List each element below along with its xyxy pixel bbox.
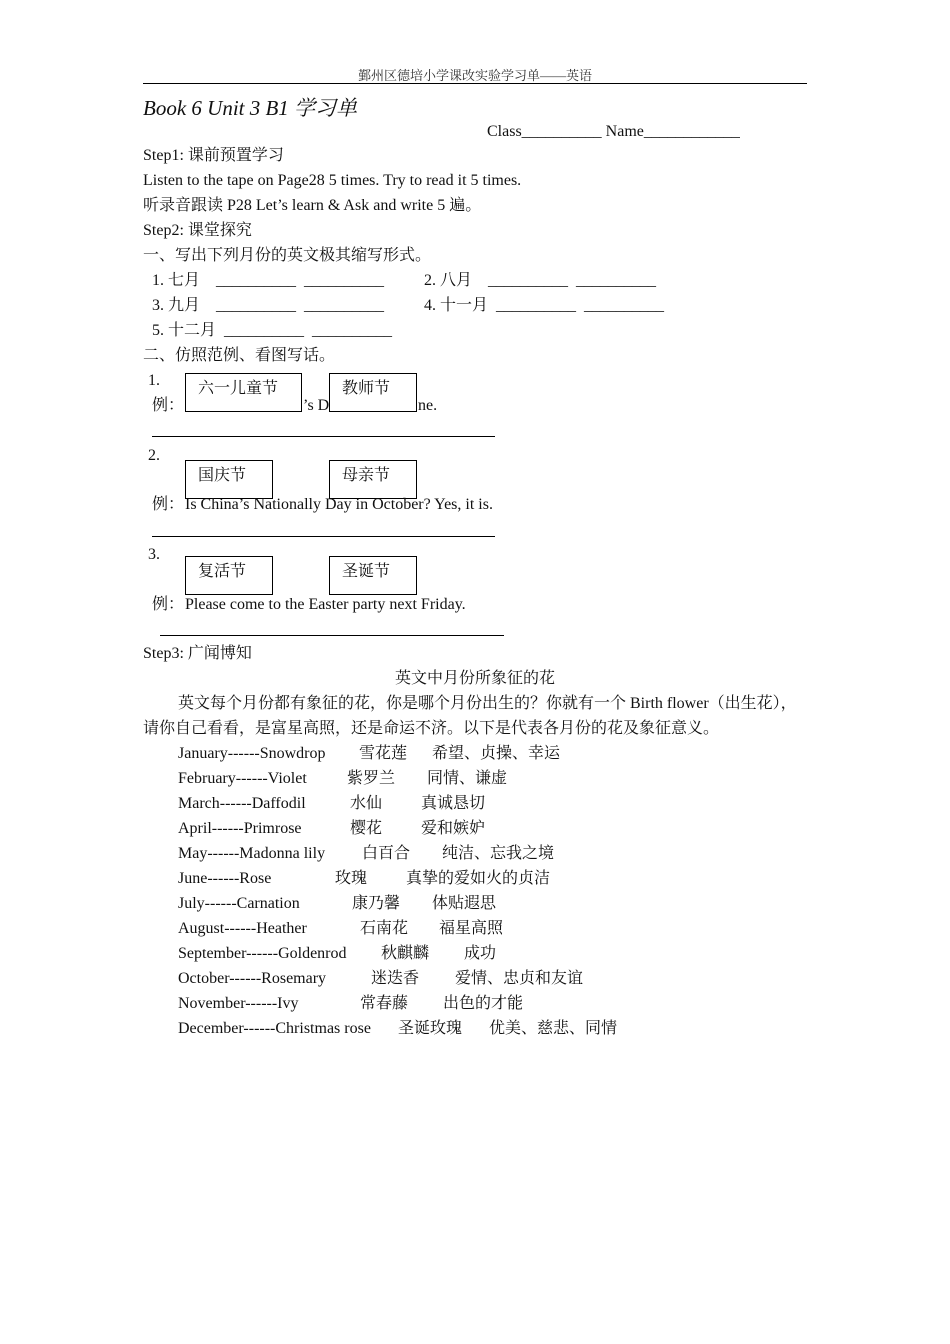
flower-month: March------Daffodil (178, 795, 306, 812)
q1-answer-line (152, 436, 495, 437)
page-header: 鄞州区德培小学课改实验学习单——英语 (357, 68, 592, 83)
flower-month: May------Madonna lily (178, 845, 326, 862)
q1-example-prefix: 例： (152, 397, 185, 414)
q1-number: 1. (148, 372, 160, 389)
flower-meaning: 福星高照 (439, 920, 504, 937)
month-item-3: 3. 九月 __________ __________ (152, 297, 385, 314)
step3-subtitle: 英文中月份所象征的花 (394, 670, 555, 687)
q2-picture-box-2: 母亲节 (329, 460, 417, 499)
step3-heading: Step3: 广闻博知 (143, 645, 252, 662)
step1-line1: Listen to the tape on Page28 5 times. Try to read it 5 times. (143, 172, 522, 189)
q3-picture-box-2: 圣诞节 (329, 556, 417, 595)
q2-number: 2. (148, 447, 160, 464)
q1-example-tail: ne. (418, 397, 438, 414)
flower-meaning: 成功 (464, 945, 497, 962)
month-item-5: 5. 十二月 __________ __________ (152, 322, 393, 339)
class-name-line: Class__________ Name____________ (487, 123, 740, 140)
flower-meaning: 出色的才能 (443, 995, 524, 1012)
q3-number: 3. (148, 546, 160, 563)
flower-meaning: 优美、慈悲、同情 (489, 1020, 618, 1037)
flower-meaning: 体贴遐思 (432, 895, 497, 912)
flower-chinese-name: 石南花 (360, 920, 409, 937)
flower-meaning: 真挚的爱如火的贞洁 (406, 870, 551, 887)
flower-month: June------Rose (178, 870, 272, 887)
q3-example: Please come to the Easter party next Friday. (185, 596, 466, 613)
flower-month: December------Christmas rose (178, 1020, 371, 1037)
flower-month: July------Carnation (178, 895, 300, 912)
flower-chinese-name: 雪花莲 (359, 745, 408, 762)
flower-meaning: 希望、贞操、幸运 (432, 745, 561, 762)
step3-intro-line2: 请你自己看看，是富星高照，还是命运不济。以下是代表各月份的花及象征意义。 (143, 720, 720, 737)
flower-month: October------Rosemary (178, 970, 327, 987)
flower-month: January------Snowdrop (178, 745, 326, 762)
q3-picture-box-1: 复活节 (185, 556, 273, 595)
flower-chinese-name: 水仙 (350, 795, 383, 812)
part2-heading: 二、仿照范例、看图写话。 (143, 347, 336, 364)
flower-meaning: 纯洁、忘我之境 (442, 845, 555, 862)
q3-example-prefix: 例： (152, 596, 185, 613)
q2-answer-line (152, 536, 495, 537)
flower-month: November------Ivy (178, 995, 299, 1012)
flower-month: April------Primrose (178, 820, 302, 837)
month-item-1: 1. 七月 __________ __________ (152, 272, 385, 289)
q1-picture-box-2: 教师节 (329, 373, 417, 412)
flower-month: February------Violet (178, 770, 307, 787)
step3-intro-line1: 英文每个月份都有象征的花，你是哪个月份出生的？你就有一个 Birth flower（出生花）， (178, 695, 797, 712)
q2-picture-box-1: 国庆节 (185, 460, 273, 499)
q3-answer-line (160, 635, 504, 636)
flower-chinese-name: 白百合 (362, 845, 411, 862)
flower-meaning: 爱情、忠贞和友谊 (455, 970, 584, 987)
flower-meaning: 同情、谦虚 (427, 770, 508, 787)
header-rule (143, 83, 807, 84)
flower-meaning: 爱和嫉妒 (421, 820, 486, 837)
flower-chinese-name: 迷迭香 (371, 970, 420, 987)
part1-heading: 一、写出下列月份的英文极其缩写形式。 (143, 247, 432, 264)
flower-chinese-name: 秋麒麟 (381, 945, 430, 962)
step1-heading: Step1: 课前预置学习 (143, 147, 284, 164)
q2-example-prefix: 例： (152, 496, 185, 513)
page-title: Book 6 Unit 3 B1 学习单 (143, 96, 358, 120)
step2-heading: Step2: 课堂探究 (143, 222, 252, 239)
month-item-4: 4. 十一月 __________ __________ (424, 297, 665, 314)
flower-chinese-name: 玫瑰 (335, 870, 368, 887)
flower-month: September------Goldenrod (178, 945, 347, 962)
flower-chinese-name: 康乃馨 (352, 895, 401, 912)
step1-line2: 听录音跟读 P28 Let’s learn & Ask and write 5 遍。 (143, 197, 482, 214)
flower-chinese-name: 紫罗兰 (347, 770, 396, 787)
flower-chinese-name: 常春藤 (360, 995, 409, 1012)
q1-example-fragment: ’s D (303, 397, 330, 414)
q1-picture-box-1: 六一儿童节 (185, 373, 302, 412)
flower-meaning: 真诚恳切 (421, 795, 486, 812)
flower-chinese-name: 樱花 (350, 820, 383, 837)
flower-chinese-name: 圣诞玫瑰 (398, 1020, 463, 1037)
flower-month: August------Heather (178, 920, 307, 937)
month-item-2: 2. 八月 __________ __________ (424, 272, 657, 289)
q2-example: Is China’s Nationally Day in October? Yes, it is. (185, 496, 493, 513)
